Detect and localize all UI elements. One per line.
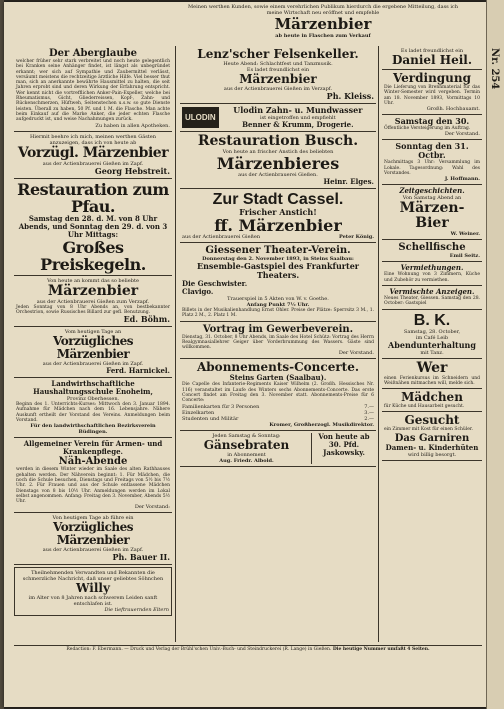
- hebstreit-line2: aus der Actienbrauerei Gießen im Zapf.: [42, 160, 144, 167]
- zeitgeschichte-title2: Märzen-Bier: [399, 200, 465, 232]
- gewerbe-title: Vortrag im Gewerbeverein.: [202, 323, 354, 335]
- bauer-name: Ph. Bauer II.: [112, 552, 170, 563]
- maedchen-body: für Küche und Hausarbeit gesucht.: [384, 404, 465, 410]
- theater-play1: Die Geschwister.: [182, 279, 248, 288]
- lenz-title2: Märzenbier: [239, 72, 317, 86]
- maedchen-title: Mädchen: [401, 390, 463, 405]
- naehverein-body: werden in diesem Winter wieder im Saale des alten Rathhauses gehalten werden. Der Nähverein beginnt: 1. Für Mädchen, die noch die Schule besuchen, Dienstags und Freitags von 5½ bis 7½ Uhr. 2. Für Frauen und aus der Schule entlassene Mädchen Dienstags von 8 bis 10½ Uhr. Anmeldungen werden im Lokal selbst angenommen. Anfang: Freitag den 3. November, Abends 5½ Uhr.: [16, 467, 170, 505]
- advert-oktober: [382, 140, 482, 185]
- lotto-body: Öffentliche Versteigerung im Auftrag.: [384, 126, 471, 132]
- ulodin-line1: ist eingetroffen und empfiehlt: [259, 115, 336, 121]
- cassel-name: Peter König.: [338, 234, 374, 240]
- advert-verdingung: [382, 70, 482, 115]
- harnickel-line1: Vom heutigen Tage an: [64, 329, 122, 336]
- price-label: Studenten und Militär: [182, 415, 239, 422]
- lotto-title: Samstag den 30.: [394, 116, 470, 127]
- advert-gewerbe: [180, 322, 376, 360]
- busch-title: Restauration Busch.: [197, 133, 359, 149]
- pfau-line1: Samstag den 28. d. M. von 8 Uhr Abends, und Sonntag den 29. d. von 3 Uhr Mittags:: [18, 213, 168, 239]
- oktober-name: J. Hoffmann.: [444, 176, 480, 183]
- gesucht-title: Gesucht: [404, 413, 460, 428]
- column-right: [382, 46, 482, 642]
- schellfische-title: Schellfische: [398, 242, 466, 254]
- cassel-line2: aus der Actienbrauerei Gießen: [182, 234, 261, 240]
- theater-title2: Ensemble-Gastspiel des Frankfurter Theaters.: [196, 261, 360, 280]
- advert-bk: [382, 310, 482, 359]
- price-value: 7.—: [364, 403, 374, 410]
- ulodin-title: Ulodin Zahn- u. Mundwasser: [233, 105, 363, 115]
- anzeigen-body: Neues Theater, Giessen. Samstag den 28. October: Gastspiel: [384, 295, 480, 307]
- advert-heil: [382, 46, 482, 70]
- gesucht-title2: Das Garniren: [394, 432, 470, 444]
- cassel-title: Zur Stadt Cassel.: [212, 191, 344, 208]
- naehverein-sub: Näh-Abende: [58, 456, 128, 468]
- advert-aberglaube: [14, 46, 172, 132]
- footer-right: Die heutige Nummer umfaßt 4 Seiten.: [332, 647, 430, 652]
- lenz-title: Lenz'scher Felsenkeller.: [197, 47, 359, 61]
- jaskowsky-title: Gänsebraten: [203, 437, 290, 452]
- hebstreit-name: Georg Hebstreit.: [94, 165, 170, 176]
- zeitgeschichte-body: Von Samstag Abend an: [402, 195, 462, 202]
- price-value: 3.—: [364, 409, 374, 416]
- advert-hebstreit: [14, 132, 172, 179]
- schellfische-name: Emil Seitz.: [449, 253, 480, 260]
- column-rule: [378, 46, 379, 642]
- landwirtschaft-title: Landwirthschaftliche Haushaltungsschule Enoheim,: [33, 379, 153, 397]
- gesucht-line2: wird billig besorgt.: [407, 451, 457, 458]
- advert-gesucht: [382, 412, 482, 460]
- harnickel-line2: aus der Actienbrauerei Gießen im Zapf.: [42, 361, 144, 368]
- price-label: Einzelkarten: [182, 409, 215, 416]
- advert-boehm: [14, 276, 172, 328]
- advert-konzerte: [180, 359, 376, 430]
- hebstreit-line1: Hiermit beehre ich mich, meinen werthen Gästen anzuzeigen, dass ich von heute ab: [30, 133, 156, 146]
- boehm-line3: Jeden Sonntag von 8 Uhr Abends an, von bestbekannter Orchestrion, sowie Russisches Billard zur gefl. Benutzung.: [16, 304, 170, 315]
- aberglaube-footer: Zu haben in allen Apotheken.: [95, 122, 170, 129]
- advert-busch: [180, 132, 376, 189]
- lenz-line1: Heute Abend: Schlachtfest und Tanzmusik.: [223, 61, 333, 67]
- willy-name: Willy: [76, 581, 110, 596]
- pfau-title2: Großes Preiskegeln.: [40, 237, 146, 274]
- boehm-line2: aus der Actienbrauerei Gießen zum Verzapf.: [36, 298, 150, 305]
- jaskowsky-line2: in Abonnement: [227, 451, 266, 458]
- cassel-title2: ff. Märzenbier: [214, 216, 342, 235]
- advert-theater: [180, 243, 376, 322]
- top-advert-title: Märzenbier: [274, 15, 372, 33]
- bauer-line2: aus der Actienbrauerei Gießen im Zapf.: [42, 547, 144, 554]
- heil-name: Daniel Heil.: [391, 53, 473, 67]
- advert-naehverein: [14, 438, 172, 513]
- konzerte-prices: [182, 404, 374, 422]
- vermietung-title: Vermiethungen.: [400, 263, 464, 273]
- column-rule: [175, 46, 176, 642]
- advert-maedchen: [382, 389, 482, 412]
- willy-line1: Theilnehmenden Verwandten und Bekannten die schmerzliche Nachricht, daß unser geliebtes Söhnchen: [22, 570, 164, 583]
- landwirtschaft-footer: Für den landwirthschaftlichen Bezirksverein Büdingen.: [30, 423, 156, 436]
- price-value: 2.—: [364, 415, 374, 422]
- theater-date: Donnerstag den 2. November 1893, in Steins Saalbau:: [202, 256, 354, 262]
- verdingung-body: Die Lieferung von Brennmaterial für das Winter-Semester wird vergeben. Termin am 18. November 1893, Vormittags 10 Uhr.: [384, 85, 480, 106]
- advert-lenz: [180, 46, 376, 104]
- boehm-line1: Von heute an kommt das so beliebte: [47, 277, 139, 284]
- lenz-name: Ph. Kleiss.: [326, 91, 374, 101]
- advert-harnickel: [14, 327, 172, 378]
- jaskowsky-name: Aug. Friedr. Albold.: [219, 457, 274, 464]
- advert-anzeigen: [382, 286, 482, 310]
- footer-text: Redaction: F. Ebermann. — Druck und Verlag der Brühl'schen Univ.-Buch- und Steindruckerei (R. Lange) in Gießen.: [66, 647, 332, 652]
- advert-bauer: [14, 513, 172, 565]
- page-number: Nr. 254: [489, 48, 500, 90]
- cassel-line1: Frischer Anstich!: [239, 207, 317, 217]
- aberglaube-body: welcher früher sehr stark verbreitet und noch heute gelegentlich bei Kranken seine Anhänger findet, ist längst als unbegründet erkannt; wer sich auf Sympathie und Zaubermittel verlässt, versäumt meistens die rechtzeitige ärztliche Hilfe. Viel besser thut man, sich an anerkannte bewährte Hausmittel zu halten, die seit Jahren erprobt sind und deren Wirkung der Erfahrung entspricht. Wer kennt nicht die vortrefflichen Anker-Pain-Expeller, welche bei Rheumatismus, Gicht, Gliederreissen, Kopf-, Zahn- und Rückenschmerzen, Hüftweh, Seitenstechen u.s.w. so gute Dienste leisten. Überall zu haben, 50 Pf. und 1 M. die Flasche. Man achte beim Einkauf auf die Marke Anker, die jeder echten Flasche aufgedruckt ist, und weise Nachahmungen zurück.: [16, 59, 170, 123]
- jaskowsky-right: Von heute ab 30. Pfd. Jaskowsky.: [318, 431, 370, 457]
- zeitgeschichte-title: Zeitgeschichten.: [399, 186, 465, 196]
- gesucht-line1: Damen- u. Kinderhüten: [385, 442, 479, 452]
- pfau-title: Restauration zum Pfau.: [17, 179, 169, 216]
- busch-line1: Von heute an frischer Anstich des beliebten: [222, 149, 334, 155]
- heil-line1: Es ladet freundlichst ein: [400, 48, 464, 54]
- harnickel-title: Vorzügliches Märzenbier: [52, 334, 133, 362]
- lenz-line2: Es ladet freundlichst ein: [246, 67, 310, 73]
- oktober-title: Sonntag den 31. Octbr.: [395, 141, 469, 161]
- column-middle: [180, 46, 376, 642]
- newspaper-page: [4, 2, 486, 707]
- advert-jaskowsky: [180, 431, 376, 467]
- ulodin-logo: ULODIN: [182, 107, 219, 128]
- top-advert-text: Meinen werthen Kunden, sowie einem verehrlichen Publikum hierdurch die ergebene Mitteilung, dass ich meine Wirtschaft neu eröffnet und empfehle: [188, 4, 458, 16]
- bk-line3: mit Tanz.: [420, 349, 444, 356]
- bauer-line1: Von heutigem Tage ab führe ein: [52, 515, 134, 522]
- lenz-line3: aus der Actienbrauerei Gießen im Verzapf.: [223, 86, 333, 92]
- advert-landwirtschaft: [14, 378, 172, 438]
- konzerte-footer: Kromer, Großherzogl. Musikdirektor.: [269, 421, 374, 428]
- bk-line2: im Café Leib: [415, 334, 449, 341]
- gewerbe-footer: Der Vorstand.: [338, 350, 374, 357]
- naehverein-title: Allgemeiner Verein für Armen- und Krankenpflege.: [23, 439, 163, 457]
- bauer-title: Vorzügliches Märzenbier: [52, 520, 133, 548]
- busch-line2: aus der Actienbrauerei Gießen.: [238, 172, 318, 178]
- boehm-title: Märzenbier: [47, 282, 139, 299]
- page-footer: [14, 645, 482, 653]
- hebstreit-title: Vorzügl. Märzenbier: [17, 144, 169, 161]
- top-advert-sub: ab heute in Flaschen zum Verkauf: [275, 33, 371, 39]
- theater-author: Trauerspiel in 5 Akten von W. v. Goethe.: [227, 296, 329, 302]
- busch-title2: Märzenbieres: [216, 154, 340, 173]
- advert-ulodin: [180, 104, 376, 132]
- wer-body: einen Ferienkursus im Schneidern und Weißnähen mitmachen will, melde sich.: [384, 375, 480, 386]
- gewerbe-body: Dienstag, 31. October, 8 Uhr Abends, im Saale des Hotel Schütz: Vortrag des Herrn Realgymnasiallehrer Geiger über Vorderbrummung des Wassers. Gäste sind willkommen.: [182, 334, 374, 351]
- konzerte-sub: Steins Garten (Saalbau).: [229, 373, 327, 383]
- willy-footer: Die tieftrauernden Eltern: [104, 607, 169, 614]
- wer-title: Wer: [416, 359, 448, 376]
- price-label: Familienkarten für 3 Personen: [182, 403, 260, 410]
- advert-willy: [14, 567, 172, 616]
- advert-zeitgeschichte: [382, 185, 482, 240]
- verdingung-footer: Großh. Hochbauamt.: [426, 106, 480, 113]
- vermietung-body: Eine Wohnung von 3 Zimmern, Küche und Zubehör zu vermiethen.: [384, 272, 480, 283]
- theater-start: Anfang Punkt 7½ Uhr.: [246, 302, 310, 308]
- advert-wer: [382, 359, 482, 390]
- harnickel-name: Ferd. Harnickel.: [106, 366, 170, 376]
- advert-cassel: [180, 189, 376, 243]
- oktober-body: Nachmittags 3 Uhr: Versammlung im Lokale. Tagesordnung: Wahl des Vorstandes.: [384, 160, 480, 177]
- advert-schellfische: [382, 240, 482, 262]
- theater-play2: Clavigo.: [182, 287, 214, 296]
- konzerte-body: Die Capelle des Infanterie-Regiments Kaiser Wilhelm (2. Großh. Hessisches Nr. 116) veranstaltet im Laufe des Winters sechs Abonnements-Concerte. Das erste Concert findet am Freitag den 3. November statt. Abonnements-Preise für 6 Concerte:: [182, 382, 374, 404]
- landwirtschaft-sub: Provinz Oberhessen.: [66, 396, 120, 403]
- jaskowsky-line1: Jeden Samstag & Sonntag:: [212, 432, 281, 439]
- willy-line2: im Alter von 8 Jahren nach schwerem Leiden sanft entschlafen ist.: [28, 595, 158, 608]
- anzeigen-title: Vermischte Anzeigen.: [389, 286, 475, 296]
- advert-pfau: [14, 179, 172, 276]
- verdingung-title: Verdingung: [392, 71, 472, 85]
- theater-title: Giessener Theater-Verein.: [205, 245, 351, 256]
- gesucht-body: ein Zimmer mit Kost für einen Schüler.: [384, 427, 473, 433]
- bk-title2: Abendunterhaltung: [388, 339, 476, 350]
- konzerte-title: Abonnements-Concerte.: [196, 360, 360, 375]
- boehm-name: Ed. Böhm.: [123, 314, 170, 325]
- top-advert: [188, 4, 458, 44]
- advert-vermietung: [382, 262, 482, 286]
- naehverein-footer: Der Vorstand:: [134, 504, 170, 511]
- adjacent-page-edge: [486, 0, 504, 709]
- theater-body: Billets in der Musikalienhandlung Ernst Ohler. Preise der Plätze: Sperrsitz 3 M., 1. Platz 2 M., 2. Platz 1 M.: [182, 308, 374, 319]
- bk-line1: Samstag, 28. October,: [403, 328, 461, 335]
- landwirtschaft-body: Beginn des 1. Unterrichts-Kurses: Mittwoch den 3. Januar 1894. Aufnahme für Mädchen nach dem 16. Lebensjahre. Nähere Auskunft ertheilt der Vorstand des Vereins. Anmeldungen beim Vorstand.: [16, 402, 170, 424]
- zeitgeschichte-name: W. Weiner.: [450, 231, 480, 238]
- busch-name: Heinr. Elges.: [323, 177, 374, 186]
- lotto-footer: Der Vorstand.: [444, 131, 480, 138]
- aberglaube-title: Der Aberglaube: [48, 48, 138, 59]
- ulodin-names: Benner & Krumm, Drogerie.: [242, 120, 354, 129]
- bk-title: B. K.: [413, 311, 451, 329]
- advert-lotto: [382, 115, 482, 140]
- column-left: [14, 46, 172, 642]
